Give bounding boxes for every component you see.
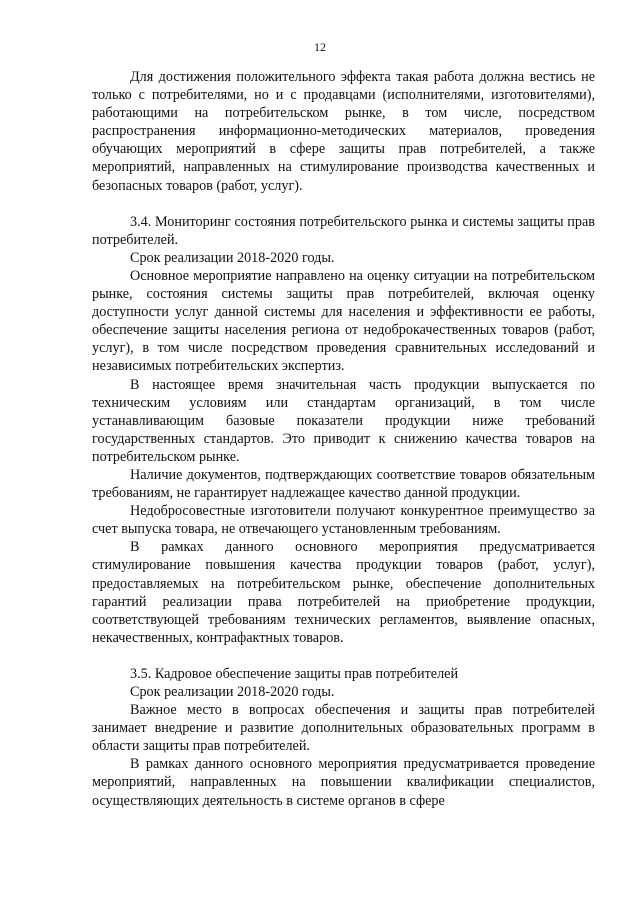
paragraph-qualification: В рамках данного основного мероприятия предусматривается проведение мероприятий, направленных на повышении квалификации специалистов, осуществляющих деятельность в системе органов в сфере	[92, 756, 595, 809]
paragraph-production-standards: В настоящее время значительная часть продукции выпускается по техническим условиям или стандартам организаций, в том числе устанавливающим базовые показатели продукции ниже требований государственных стандартов. Это приводит к снижению качества товаров на потребительском рынке.	[92, 376, 595, 465]
implementation-period: Срок реализации 2018-2020 годы.	[130, 249, 335, 266]
page-number: 12	[314, 40, 326, 54]
paragraph-dishonest-manufacturers: Недобросовестные изготовители получают конкурентное преимущество за счет выпуска товара, не отвечающего установленным требованиям.	[92, 503, 595, 538]
paragraph-intro: Для достижения положительного эффекта такая работа должна вестись не только с потребителями, но и с продавцами (исполнителями, изготовителями), работающими на потребительском рынке, в том числе, посредством распространения информационно-методических материалов, проведения обучающих мероприятий в сфере защиты прав потребителей, а также мероприятий, направленных на стимулирование производства качественных и безопасных товаров (работ, услуг).	[92, 69, 595, 194]
paragraph-education: Важное место в вопросах обеспечения и защиты прав потребителей занимает внедрение и развитие дополнительных образовательных программ в области защиты прав потребителей.	[92, 702, 595, 755]
section-heading-3-5: 3.5. Кадровое обеспечение защиты прав потребителей	[130, 665, 459, 682]
section-gap	[92, 647, 595, 665]
implementation-period: Срок реализации 2018-2020 годы.	[130, 684, 335, 700]
paragraph-documents: Наличие документов, подтверждающих соответствие товаров обязательным требованиям, не гарантирует надлежащее качество данной продукции.	[92, 466, 595, 502]
section-gap	[92, 195, 595, 213]
page-content	[92, 68, 595, 810]
section-heading-3-4: 3.4. Мониторинг состояния потребительского рынка и системы защиты прав потребителей.	[92, 213, 595, 248]
paragraph-main-activity: Основное мероприятие направлено на оценку ситуации на потребительском рынке, состояния системы защиты прав потребителей, включая оценку доступности услуг данной системы для населения и эффективности ее работы, обеспечение защиты населения региона от недоброкачественных товаров (работ, услуг), в том числе посредством проведения сравнительных исследований и независимых потребительских экспертиз.	[92, 267, 595, 375]
paragraph-stimulation: В рамках данного основного мероприятия предусматривается стимулирование повышения качества продукции товаров (работ, услуг), предоставляемых на потребительском рынке, обеспечение дополнительных гарантий реализации права потребителей на приобретение продукции, соответствующей требованиям технических регламентов, выявление опасных, некачественных, контрафактных товаров.	[92, 539, 595, 646]
